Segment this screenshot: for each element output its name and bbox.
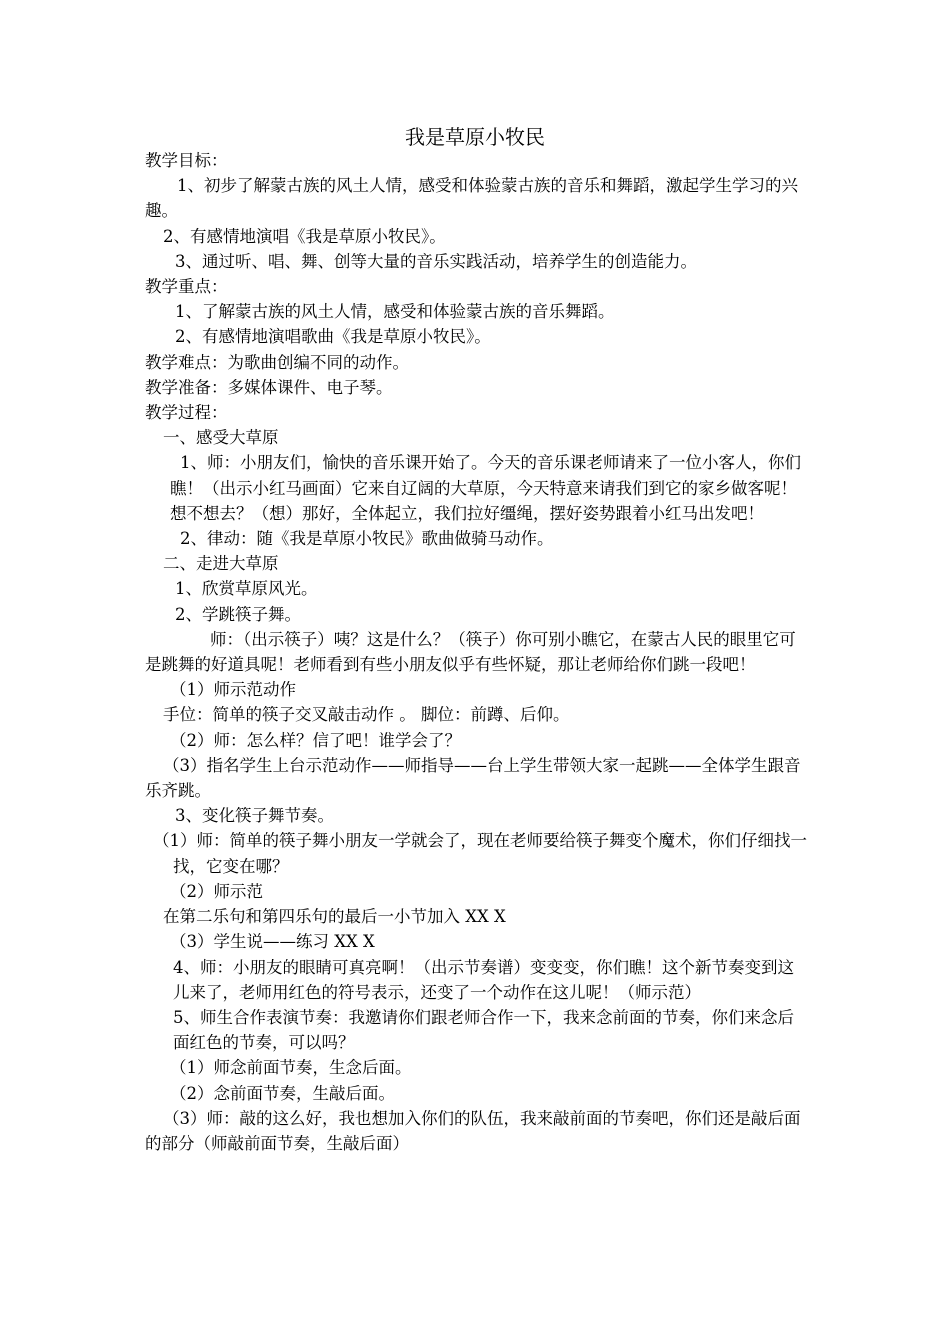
paragraph: （1）师：简单的筷子舞小朋友一学就会了，现在老师要给筷子舞变个魔术，你们仔细找一找，它变在哪？ xyxy=(153,831,807,876)
paragraph: 2、律动：随《我是草原小牧民》歌曲做骑马动作。 xyxy=(180,529,554,549)
paragraph: 5、师生合作表演节奏：我邀请你们跟老师合作一下，我来念前面的节奏，你们来念后面红色的节奏，可以吗？ xyxy=(173,1007,794,1053)
paragraph: （3）指名学生上台示范动作——师指导——台上学生带领大家一起跳——全体学生跟音乐齐跳。 xyxy=(145,755,801,801)
subsection-heading: 二、走进大草原 xyxy=(163,554,279,574)
paragraph: 1、师：小朋友们，愉快的音乐课开始了。今天的音乐课老师请来了一位小客人，你们瞧！（出示小红马画面）它来自辽阔的大草原，今天特意来请我们到它的家乡做客呢！想不想去？（想）那好，全体起立，我们拉好缰绳，摆好姿势跟着小红马出发吧！ xyxy=(170,453,801,523)
section-heading-process: 教学过程： xyxy=(145,403,228,423)
paragraph: （2）念前面节奏，生敲后面。 xyxy=(170,1083,395,1103)
section-heading-difficulties: 教学难点：为歌曲创编不同的动作。 xyxy=(145,352,409,372)
section-heading-preparation: 教学准备：多媒体课件、电子琴。 xyxy=(145,377,393,397)
paragraph: 师：（出示筷子）咦？这是什么？（筷子）你可别小瞧它，在蒙古人民的眼里它可是跳舞的好道具呢！老师看到有些小朋友似乎有些怀疑，那让老师给你们跳一段吧！ xyxy=(145,629,796,675)
paragraph: 2、学跳筷子舞。 xyxy=(175,604,301,624)
paragraph: 1、初步了解蒙古族的风土人情，感受和体验蒙古族的音乐和舞蹈，激起学生学习的兴趣。 xyxy=(145,176,798,221)
paragraph: 手位：简单的筷子交叉敲击动作 。 脚位：前蹲、后仰。 xyxy=(163,705,570,725)
paragraph: （2）师示范 xyxy=(170,881,263,901)
paragraph: 4、师：小朋友的眼睛可真亮啊！（出示节奏谱）变变变，你们瞧！这个新节奏变到这儿来了，老师用红色的符号表示，还变了一个动作在这儿呢！（师示范） xyxy=(173,957,794,1002)
paragraph: 1、欣赏草原风光。 xyxy=(175,579,318,599)
paragraph: （2）师：怎么样？信了吧！谁学会了？ xyxy=(170,730,461,750)
paragraph: 3、通过听、唱、舞、创等大量的音乐实践活动，培养学生的创造能力。 xyxy=(175,251,697,271)
section-heading-objectives: 教学目标： xyxy=(145,151,228,170)
document-body xyxy=(145,148,810,1156)
paragraph: （3）学生说——练习 XX X xyxy=(170,932,375,952)
paragraph: 1、了解蒙古族的风土人情，感受和体验蒙古族的音乐舞蹈。 xyxy=(175,302,615,322)
document-title: 我是草原小牧民 xyxy=(405,125,545,149)
paragraph: 2、有感情地演唱《我是草原小牧民》。 xyxy=(163,226,446,246)
paragraph: 2、有感情地演唱歌曲《我是草原小牧民》。 xyxy=(175,327,491,347)
paragraph: （1）师示范动作 xyxy=(170,680,296,700)
paragraph: 3、变化筷子舞节奏。 xyxy=(175,806,334,826)
paragraph: （1）师念前面节奏，生念后面。 xyxy=(170,1058,412,1078)
paragraph: 在第二乐句和第四乐句的最后一小节加入 XX X xyxy=(163,907,506,927)
paragraph: （3）师：敲的这么好，我也想加入你们的队伍，我来敲前面的节奏吧，你们还是敲后面的部分（师敲前面节奏，生敲后面） xyxy=(145,1108,801,1153)
subsection-heading: 一、感受大草原 xyxy=(163,428,279,448)
section-heading-key-points: 教学重点： xyxy=(145,277,228,297)
